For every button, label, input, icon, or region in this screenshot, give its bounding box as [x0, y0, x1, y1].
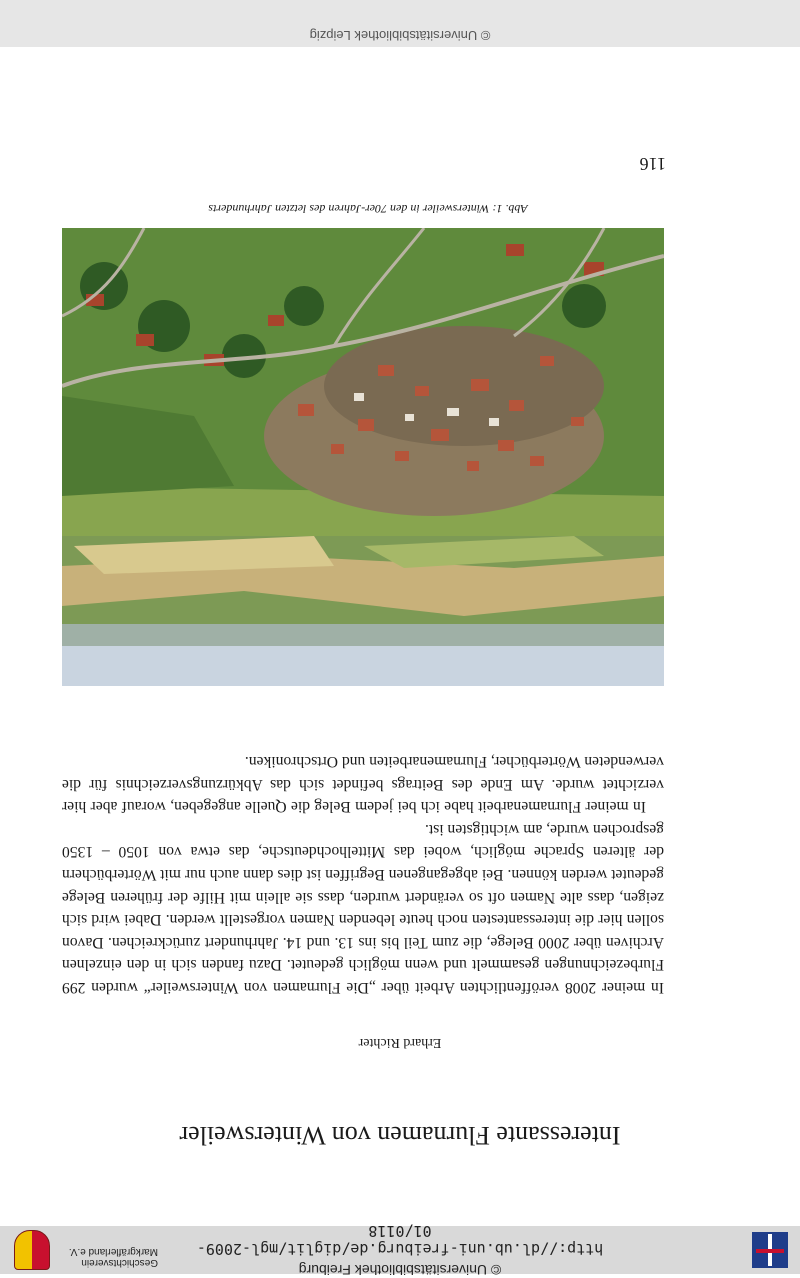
society-crest-icon — [14, 1230, 50, 1270]
aerial-photo — [62, 228, 664, 686]
page-number: 116 — [639, 154, 666, 174]
society-name — [50, 1246, 158, 1268]
figure-caption: Abb. 1: Wintersweiler in den 70er-Jahren des letzten Jahrhunderts — [208, 202, 528, 216]
society-name-line-1: Geschichtsverein — [81, 1257, 158, 1268]
document-url[interactable]: http://dl.ub.uni-freiburg.de/diglit/mgl-2009-01/0118 — [196, 1222, 604, 1258]
society-name-line-2: Markgräflerland e.V. — [68, 1246, 158, 1257]
author-name: Erhard Richter — [358, 1035, 442, 1050]
paragraph: In meiner 2008 veröffentlichten Arbeit über „Die Flurnamen von Wintersweiler“ wurden 299 Flurbezeichnungen gesammelt und wenn möglich gedeutet. Dazu fanden sich in den einzelnen Archiven über 2000 Belege, die zum Teil bis ins 13. und 14. Jahrhundert zurückreichen. Davon sollen hier die interessantesten noch heute lebenden Namen vorgestellt werden. Dabei wird sich zeigen, dass alte Namen oft so verändert wurden, dass sie allein mit Hilfe der früheren Belege gedeutet werden können. Bei abgegangenen Begriffen ist dies dann auch nur mit Wörterbüchern der älteren Sprache möglich, wobei das Mittelhochdeutsche, das etwa von 1050 – 1350 gesprochen wurde, am wichtigsten ist. — [62, 820, 664, 996]
page-title: Interessante Flurnamen von Wintersweiler — [179, 1121, 621, 1150]
header-bar — [0, 1222, 800, 1278]
university-logo-icon — [752, 1232, 788, 1268]
footer-bar — [0, 0, 800, 47]
article-body — [62, 749, 664, 998]
footer-credit: © Universitätsbibliothek Leipzig — [309, 28, 491, 43]
paragraph: In meiner Flurnamenarbeit habe ich bei jedem Beleg die Quelle angegeben, worauf aber hier verzichtet wurde. Am Ende des Beitrags befindet sich das Abkürzungsverzeichnis für die verwendeten Wörterbücher, Flurnamenarbeiten und Ortschroniken. — [62, 753, 664, 816]
library-credit: © Universitätsbibliothek Freiburg — [298, 1262, 502, 1278]
